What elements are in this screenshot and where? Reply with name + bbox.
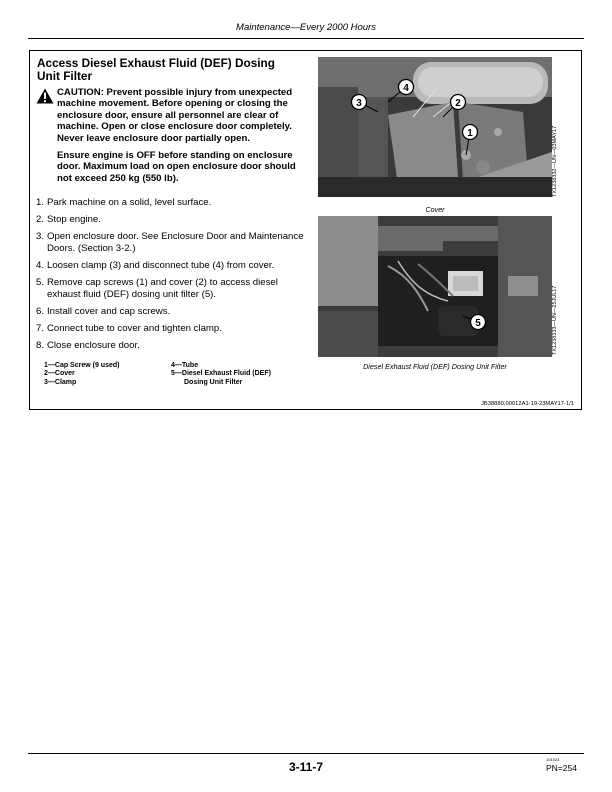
step-item xyxy=(36,231,311,254)
step-text: Park machine on a solid, level surface. xyxy=(47,197,212,208)
step-item xyxy=(36,340,311,352)
svg-text:4: 4 xyxy=(403,83,409,94)
procedure-steps xyxy=(36,197,311,357)
step-item xyxy=(36,260,311,272)
warning-triangle-icon xyxy=(36,88,54,104)
svg-text:2: 2 xyxy=(455,98,461,109)
svg-text:5: 5 xyxy=(475,318,481,329)
step-number: 7. xyxy=(36,322,45,334)
legend-item: 1—Cap Screw (9 used) xyxy=(44,362,120,369)
step-number: 6. xyxy=(36,305,45,317)
caution-paragraph-2: Ensure engine is OFF before standing on enclosure door. Maximum load on open enclosure door should not exceed 250 kg (550 lb). xyxy=(57,150,296,184)
step-number: 1. xyxy=(36,197,45,208)
figure-code: TX1238332—UN—03MAY17 xyxy=(552,125,558,197)
section-title: Access Diesel Exhaust Fluid (DEF) Dosing Unit Filter xyxy=(37,56,275,83)
figure-caption: Cover xyxy=(425,205,445,214)
step-text: Connect tube to cover and tighten clamp. xyxy=(47,322,222,334)
step-text: Open enclosure door. See Enclosure Door and Maintenance Doors. (Section 3-2.) xyxy=(47,231,304,254)
footer-rule xyxy=(28,753,584,754)
running-head: Maintenance—Every 2000 Hours xyxy=(236,22,376,33)
def-filter-photo xyxy=(318,216,552,357)
step-number: 5. xyxy=(36,276,45,288)
step-text: Close enclosure door. xyxy=(47,339,140,351)
header-rule xyxy=(28,38,584,39)
section-box xyxy=(29,50,582,410)
svg-text:3: 3 xyxy=(356,98,362,109)
svg-text:1: 1 xyxy=(467,128,473,139)
legend-item: 4—Tube xyxy=(171,362,199,369)
legend-item: 2—Cover xyxy=(44,370,75,378)
legend-item-continuation: Dosing Unit Filter xyxy=(184,378,243,386)
step-item xyxy=(36,214,311,226)
page-number: 3-11-7 xyxy=(288,760,324,774)
figure-caption: Diesel Exhaust Fluid (DEF) Dosing Unit Filter xyxy=(363,362,507,371)
step-item xyxy=(36,277,311,300)
pn-label: PN=254 xyxy=(546,763,577,773)
step-text: Loosen clamp (3) and disconnect tube (4) from cover. xyxy=(47,259,275,271)
step-item xyxy=(36,323,311,335)
step-text: Install cover and cap screws. xyxy=(47,305,171,317)
figure-code: TX1238333—UN—25JUL17 xyxy=(552,285,558,355)
step-text: Stop engine. xyxy=(47,214,101,226)
legend-item: 5—Diesel Exhaust Fluid (DEF) xyxy=(171,370,271,378)
date-code: 101923 xyxy=(546,757,560,762)
step-number: 3. xyxy=(36,231,45,243)
step-item xyxy=(36,197,311,209)
step-item xyxy=(36,306,311,318)
caution-block xyxy=(36,87,306,190)
cover-photo xyxy=(318,57,552,197)
step-number: 8. xyxy=(36,339,45,351)
document-reference: JB38880,00012A1-19-23MAY17-1/1 xyxy=(480,401,574,407)
legend-item: 3—Clamp xyxy=(44,378,77,386)
step-number: 2. xyxy=(36,214,45,226)
caution-paragraph-1: CAUTION: Prevent possible injury from unexpected machine movement. Before opening or closing the enclosure door, ensure all personnel are clear of machine. Open or close enclosure door completely. Never leave enclosure door partially open. xyxy=(57,87,293,144)
step-number: 4. xyxy=(36,259,45,271)
step-text: Remove cap screws (1) and cover (2) to access diesel exhaust fluid (DEF) dosing unit filter (5). xyxy=(47,276,278,300)
